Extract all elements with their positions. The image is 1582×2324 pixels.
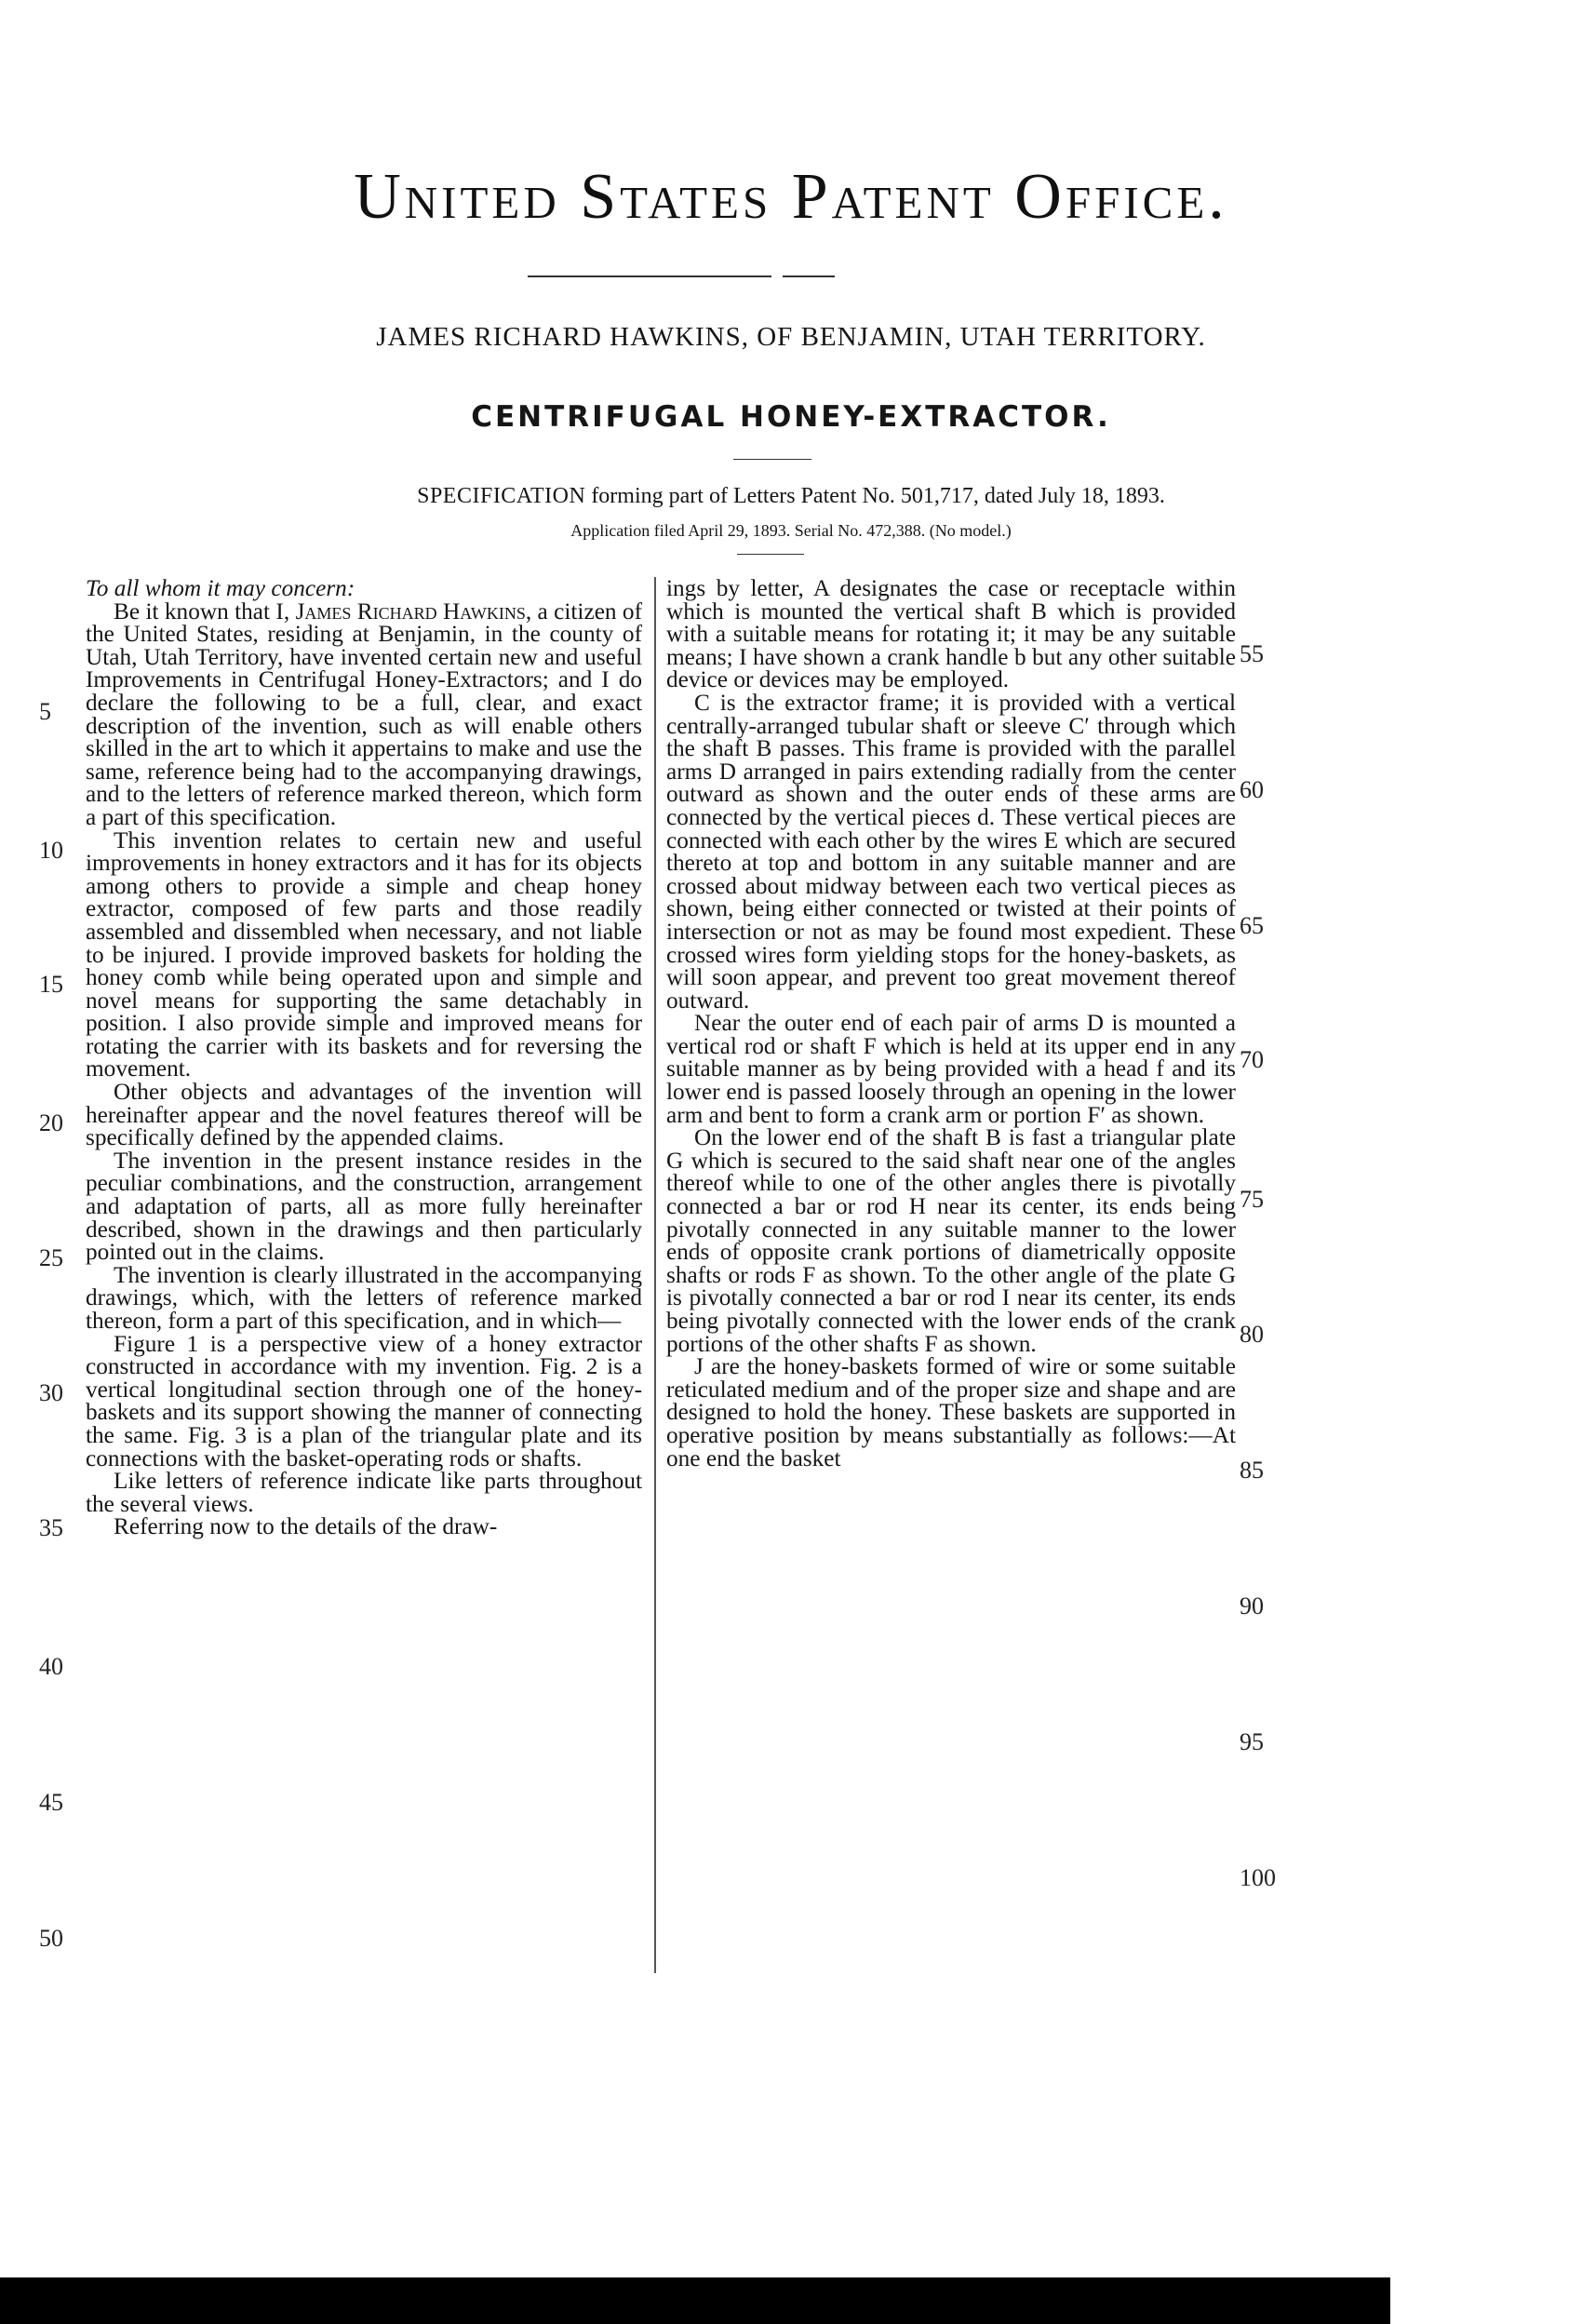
paragraph: ings by letter, A designates the case or receptacle within which is mounted the vertical shaft B which is provided with a suitable means for rotating it; it may be any suitable means; I have shown a crank handle b but any other suitable device or devices may be employed.	[666, 575, 1236, 693]
line-number: 70	[1240, 1046, 1264, 1073]
line-number: 75	[1240, 1186, 1264, 1213]
line-number: 20	[39, 1109, 63, 1136]
line-number: 25	[39, 1244, 63, 1271]
title-rule-left	[528, 275, 771, 277]
line-number: 35	[39, 1514, 63, 1541]
line-number: 95	[1240, 1728, 1264, 1755]
paragraph: Figure 1 is a perspective view of a honey extractor constructed in accordance with my invention. Fig. 2 is a vertical longitudinal section through one of the honey-baskets and its support showing the manner of connecting the same. Fig. 3 is a plan of the triangular plate and its connections with the basket-operating rods or shafts.	[86, 1330, 642, 1471]
line-number: 5	[39, 698, 51, 725]
left-column	[86, 577, 642, 1538]
title-rule-right	[783, 275, 835, 277]
paragraph: The invention is clearly illustrated in the accompanying drawings, which, with the letters of reference marked thereon, form a part of this specification, and in which—	[86, 1261, 642, 1334]
paragraph: Other objects and advantages of the invention will hereinafter appear and the novel features thereof will be specifically defined by the appended claims.	[86, 1079, 642, 1151]
line-number: 60	[1240, 776, 1264, 803]
inventor-line: JAMES RICHARD HAWKINS, OF BENJAMIN, UTAH TERRITORY.	[376, 322, 1206, 352]
line-number: 80	[1240, 1321, 1264, 1348]
paragraph: Referring now to the details of the draw-	[114, 1513, 498, 1540]
column-divider	[654, 577, 656, 1973]
text-run: Be it known that I,	[114, 598, 296, 625]
paragraph: On the lower end of the shaft B is fast a triangular plate G which is secured to the said shaft near one of the angles thereof while to one of the other angles there is pivotally connected a bar or rod H near its center, its ends being pivotally connected in any suitable manner to the lower ends of opposite crank portions of diametrically opposite shafts or rods F as shown. To the other angle of the plate G is pivotally connected a bar or rod I near its center, its ends being pivotally connected with the lower ends of the crank portions of the other shafts F as shown.	[666, 1124, 1236, 1357]
text-run: , a citizen of the United States, residing at Benjamin, in the county of Utah, Utah Territory, have invented certain new and useful Improvements in Centrifugal Honey-Extractors; and I do declare the following to be a full, clear, and exact description of the invention, such as will enable others skilled in the art to which it appertains to make and use the same, reference being had to the accompanying drawings, and to the letters of reference marked thereon, which form a part of this specification.	[86, 598, 643, 830]
line-number: 30	[39, 1379, 63, 1406]
line-number: 90	[1240, 1592, 1264, 1619]
paragraph: C is the extractor frame; it is provided with a vertical centrally-arranged tubular shaft or sleeve C′ through which the shaft B passes. This frame is provided with the parallel arms D arranged in pairs extending radially from the center outward as shown and the outer ends of these arms are connected by the vertical pieces d. These vertical pieces are connected with each other by the wires E which are secured thereto at top and bottom in any suitable manner and are crossed about midway between each two vertical pieces as shown, being either connected or twisted at their points of intersection or not as may be found most expedient. These crossed wires form yielding stops for the honey-baskets, as will soon appear, and prevent too great movement thereof outward.	[666, 689, 1236, 1014]
application-divider	[737, 554, 804, 555]
paragraph: Like letters of reference indicate like parts throughout the several views.	[86, 1468, 642, 1517]
specification-line	[0, 484, 1582, 509]
paragraph	[86, 600, 642, 829]
line-number: 100	[1240, 1864, 1276, 1891]
paragraph: This invention relates to certain new and useful improvements in honey extractors and it has for its objects among others to provide a simple and cheap honey extractor, composed of few parts and those readily assembled and dissembled when necessary, and not liable to be injured. I provide improved baskets for holding the honey comb while being operated upon and simple and novel means for supporting the same detachably in position. I also provide simple and improved means for rotating the carrier with its baskets and for reversing the movement.	[86, 826, 642, 1082]
paragraph: J are the honey-baskets formed of wire or some suitable reticulated medium and of the proper size and shape and are designed to hold the honey. These baskets are supported in operative position by means substantially as follows:—At one end the basket	[666, 1353, 1236, 1471]
line-number: 15	[39, 971, 63, 998]
right-column	[666, 577, 1236, 1470]
inventor-name: James Richard Hawkins	[295, 598, 526, 625]
application-line: Application filed April 29, 1893. Serial No. 472,388. (No model.)	[570, 521, 1012, 540]
specification-details: forming part of Letters Patent No. 501,717, dated July 18, 1893.	[585, 484, 1165, 508]
line-number: 85	[1240, 1457, 1264, 1484]
paragraph: Near the outer end of each pair of arms D is mounted a vertical rod or shaft F which is held at its upper end in any suitable manner as by being provided with a head f and its lower end is passed loosely through an opening in the lower arm and bent to form a crank arm or portion F′ as shown.	[666, 1010, 1236, 1128]
scan-edge-bar	[0, 2277, 1390, 2324]
title-divider	[733, 459, 811, 460]
line-number: 40	[39, 1653, 63, 1680]
paragraph: The invention in the present instance resides in the peculiar combinations, and the construction, arrangement and adaptation of parts, all as more fully hereinafter described, shown in the drawings and then particularly pointed out in the claims.	[86, 1147, 642, 1266]
line-number: 50	[39, 1925, 63, 1952]
line-number: 55	[1240, 640, 1264, 667]
line-number: 45	[39, 1789, 63, 1816]
office-title: United States Patent Office.	[354, 161, 1228, 233]
invention-title: CENTRIFUGAL HONEY-EXTRACTOR.	[471, 400, 1111, 434]
line-number: 10	[39, 837, 63, 864]
line-number: 65	[1240, 912, 1264, 939]
salutation: To all whom it may concern:	[86, 575, 355, 601]
specification-label: SPECIFICATION	[417, 484, 586, 508]
